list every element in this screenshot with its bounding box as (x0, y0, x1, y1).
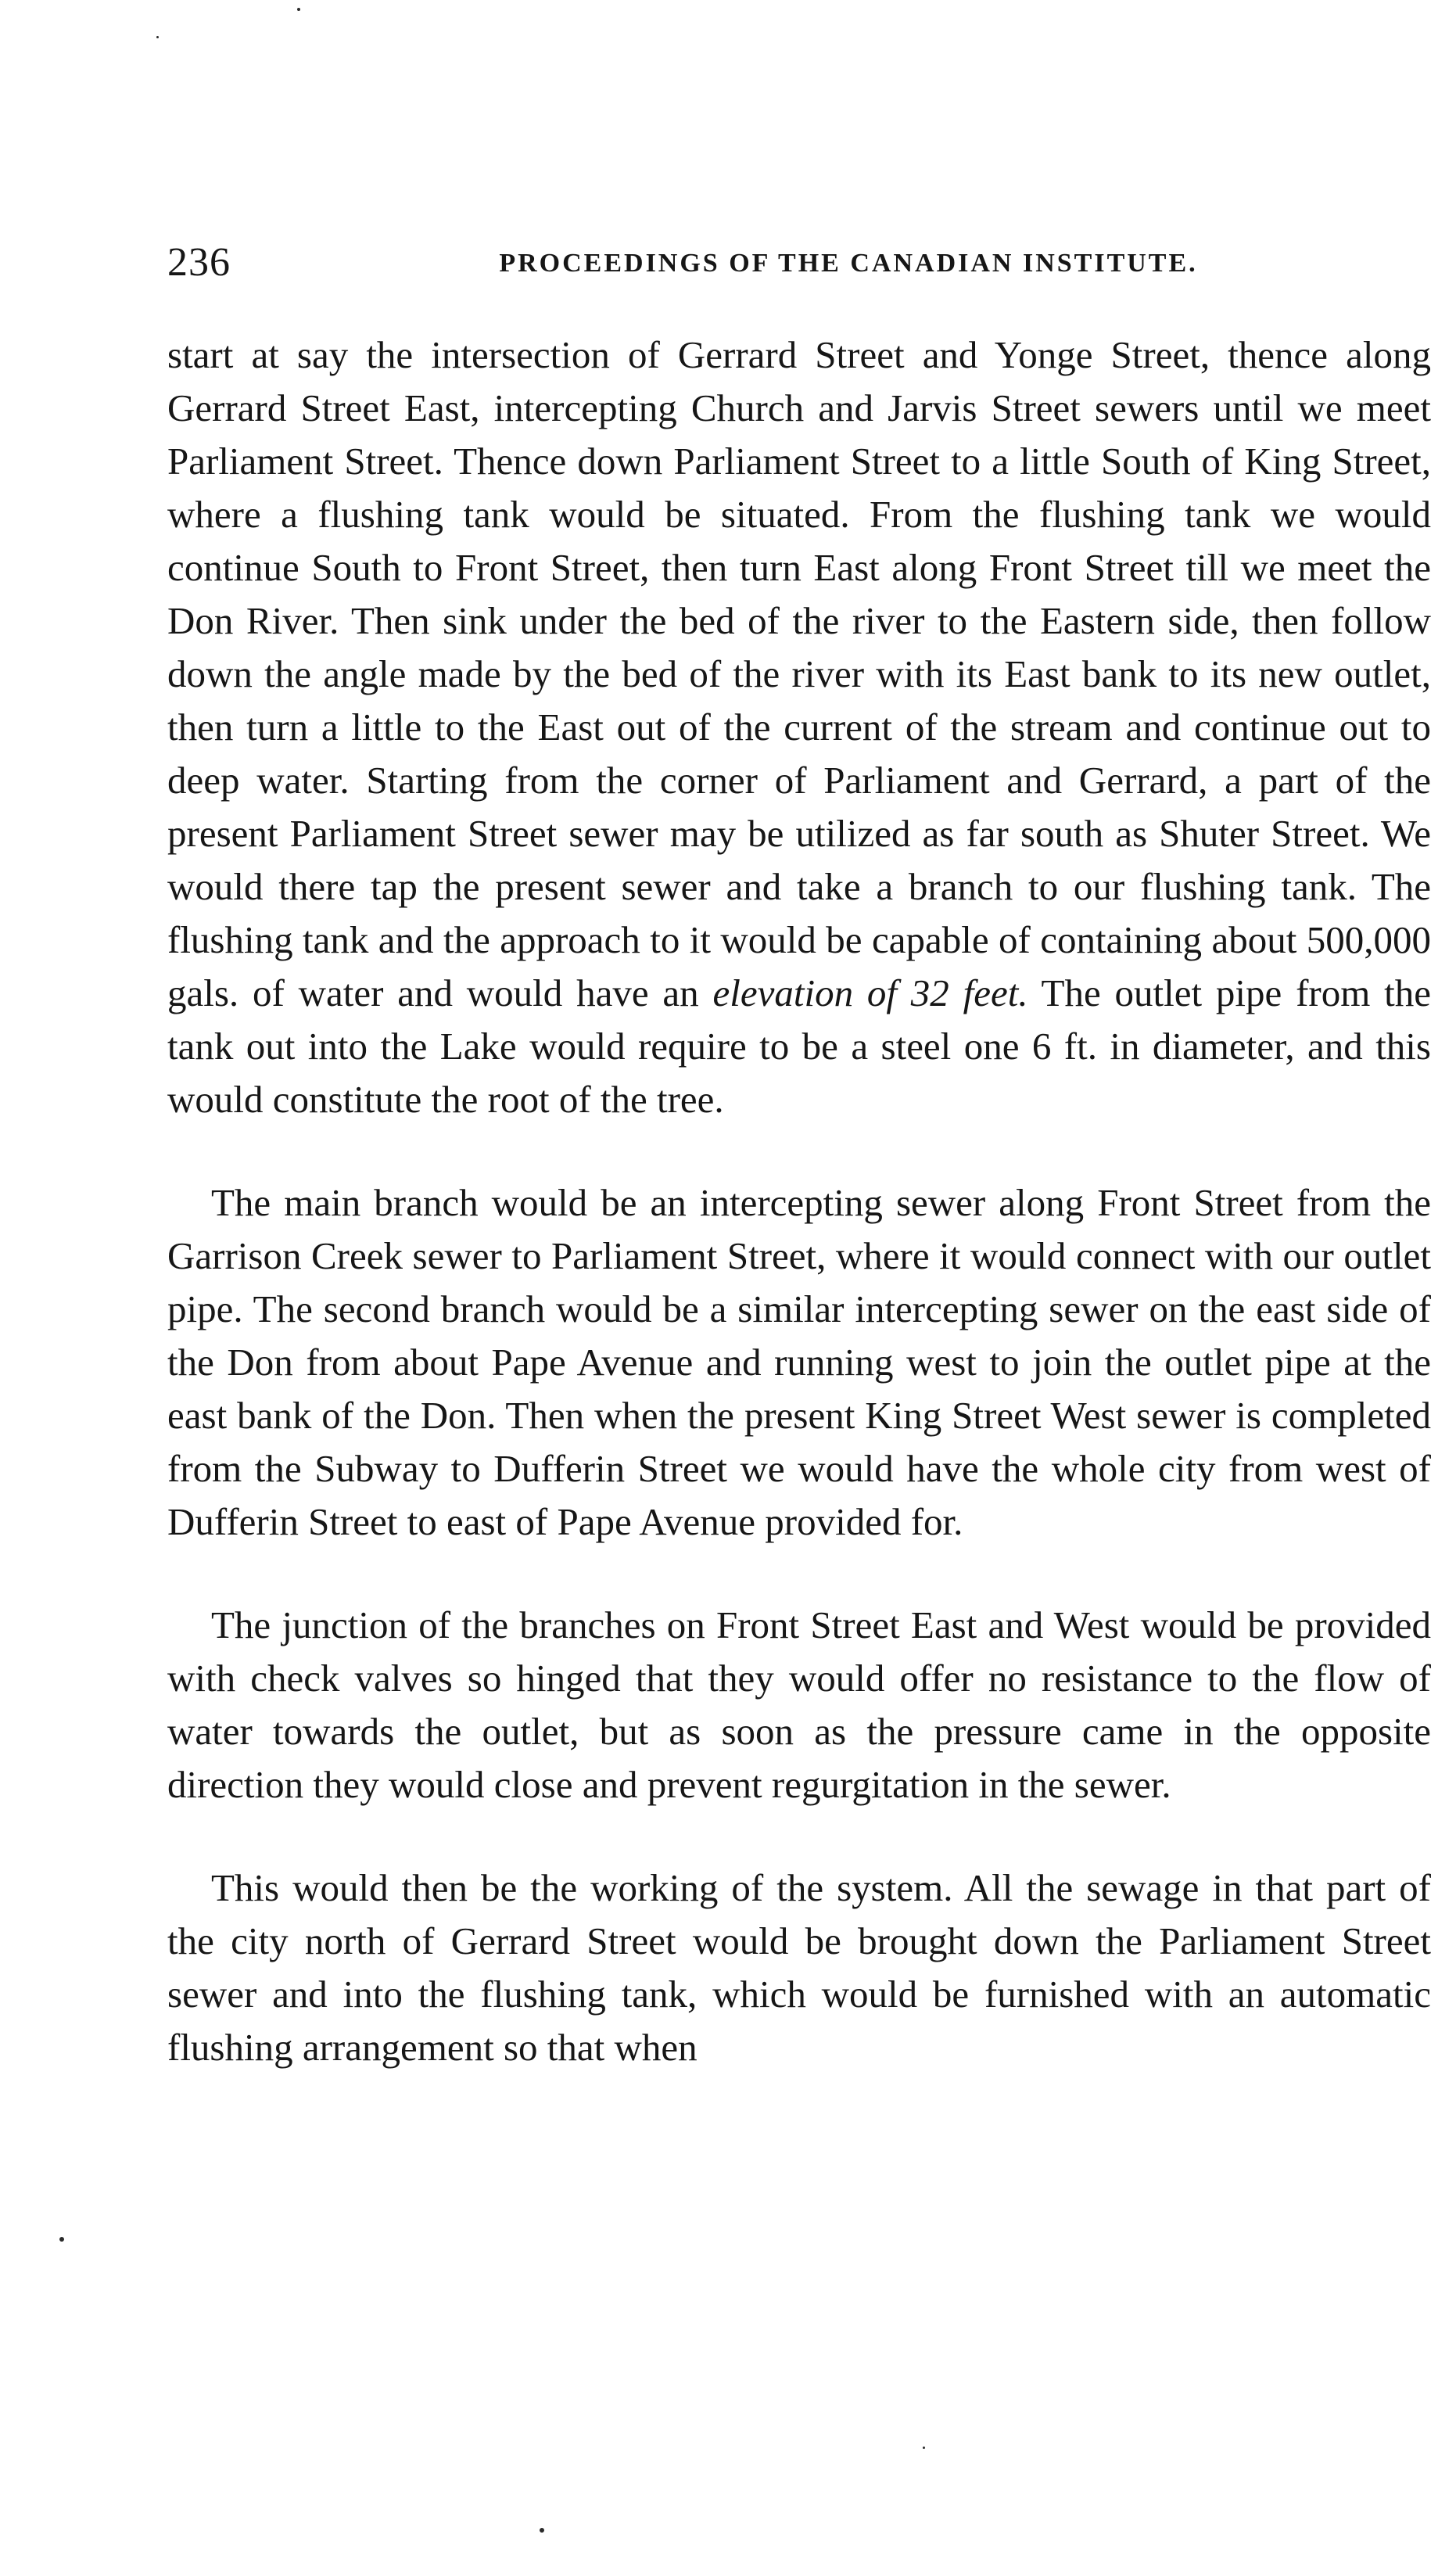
paragraph-1 (167, 328, 1431, 1126)
paragraph-1-text-after: The outlet pipe from the tank out into the Lake would require to be a steel one 6 ft. in diameter, and this would constitute the root of the tree. (167, 971, 1431, 1121)
paragraph-1-text-before: start at say the intersection of Gerrard Street and Yonge Street, thence along Gerrard Street East, intercepting Church and Jarvis Street sewers until we meet Parliament Street. Thence down Parliament Street to a little South of King Street, where a flushing tank would be situated. From the flushing tank we would continue South to Front Street, then turn East along Front Street till we meet the Don River. Then sink under the bed of the river to the Eastern side, then follow down the angle made by the bed of the river with its East bank to its new outlet, then turn a little to the East out of the current of the stream and continue out to deep water. Starting from the corner of Parliament and Gerrard, a part of the present Parliament Street sewer may be utilized as far south as Shuter Street. We would there tap the present sewer and take a branch to our flushing tank. The flushing tank and the approach to it would be capable of containing about 500,000 gals. of water and would have an (167, 333, 1431, 1014)
ink-speck (156, 36, 159, 38)
ink-speck (59, 2237, 64, 2242)
ink-speck (540, 2528, 544, 2533)
body-text (167, 328, 1431, 2074)
paragraph-2: The main branch would be an intercepting sewer along Front Street from the Garrison Creek sewer to Parliament Street, where it would connect with our outlet pipe. The second branch would be a similar intercepting sewer on the east side of the Don from about Pape Avenue and running west to join the outlet pipe at the east bank of the Don. Then when the present King Street West sewer is completed from the Subway to Dufferin Street we would have the whole city from west of Dufferin Street to east of Pape Avenue provided for. (167, 1181, 1431, 1543)
ink-speck (297, 8, 300, 11)
ink-speck (923, 2447, 925, 2449)
page-number: 236 (167, 240, 231, 285)
page-header (167, 235, 1431, 297)
paragraph-3: The junction of the branches on Front Street East and West would be provided with check valves so hinged that they would offer no resistance to the flow of water towards the outlet, but as soon as the pressure came in the opposite direction they would close and prevent regurgitation in the sewer. (167, 1603, 1431, 1806)
paragraph-1-emphasis: elevation of 32 feet. (712, 971, 1028, 1014)
paragraph-4: This would then be the working of the system. All the sewage in that part of the city north of Gerrard Street would be brought down the Parliament Street sewer and into the flushing tank, which would be furnished with an automatic flushing arrangement so that when (167, 1866, 1431, 2069)
running-head: PROCEEDINGS OF THE CANADIAN INSTITUTE. (499, 249, 1198, 278)
